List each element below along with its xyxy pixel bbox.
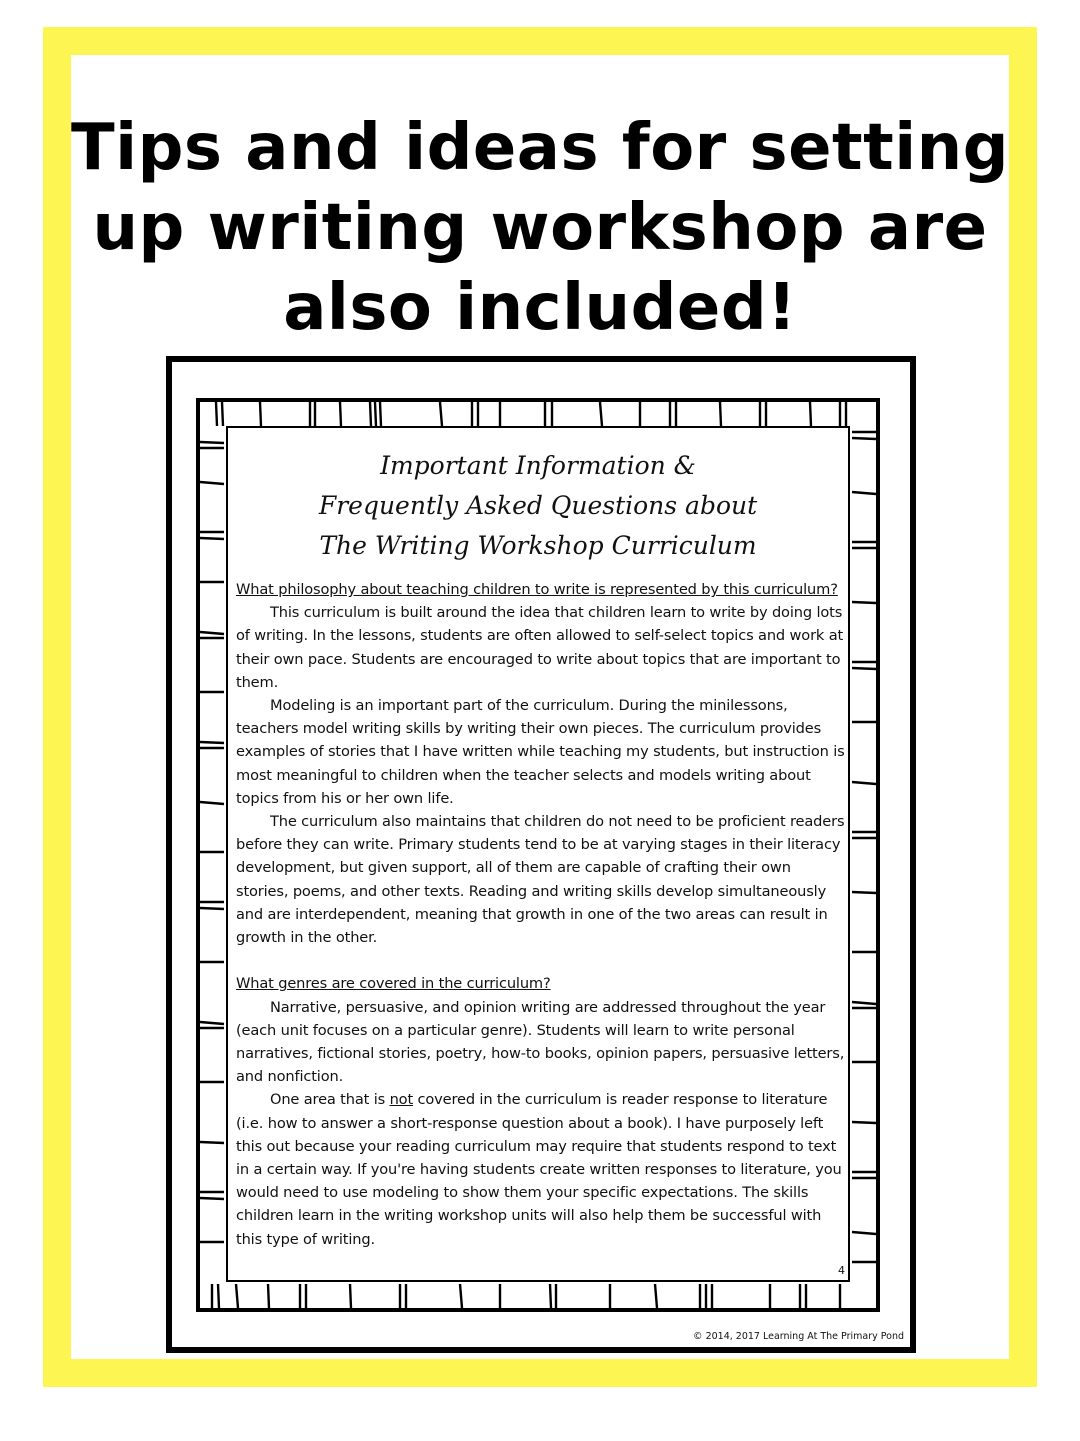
text-run: One area that is: [270, 1091, 390, 1109]
document-body: [236, 578, 846, 1251]
title-line: The Writing Workshop Curriculum: [319, 531, 757, 560]
emphasis-not: not: [389, 1091, 414, 1109]
section-gap: [236, 949, 846, 972]
faq-paragraph: Narrative, persuasive, and opinion writing are addressed throughout the year (each unit focuses on a particular genre). Students will learn to write personal narratives, fictional stories, poetry, how-to books, opinion papers, persuasive letters, and nonfiction.: [236, 998, 845, 1086]
headline-line: Tips and ideas for setting: [71, 111, 1009, 185]
faq-question: What genres are covered in the curriculum?: [236, 975, 551, 993]
headline: [70, 108, 1010, 348]
faq-paragraph: Modeling is an important part of the curriculum. During the minilessons, teachers model writing skills by writing their own pieces. The curriculum provides examples of stories that I have written while teaching my students, but instruction is most meaningful to children when the teacher selects and models writing about topics from his or her own life.: [236, 697, 845, 807]
faq-paragraph: The curriculum also maintains that children do not need to be proficient readers before they can write. Primary students tend to be at varying stages in their literacy development, but given support, all of them are capable of crafting their own stories, poems, and other texts. Reading and writing skills develop simultaneously and are interdependent, meaning that growth in one of the two areas can result in growth in the other.: [236, 813, 845, 947]
faq-paragraph: This curriculum is built around the idea that children learn to write by doing lots of writing. In the lessons, students are often allowed to self-select topics and work at their own pace. Students are encouraged to write about topics that are important to them.: [236, 604, 844, 691]
copyright-notice: © 2014, 2017 Learning At The Primary Pond: [693, 1331, 904, 1342]
faq-question: What philosophy about teaching children to write is represented by this curriculum?: [236, 581, 838, 598]
page-number: 4: [838, 1264, 845, 1277]
title-line: Frequently Asked Questions about: [318, 491, 758, 520]
document-title: [226, 446, 850, 566]
headline-line: also included!: [283, 271, 797, 345]
headline-line: up writing workshop are: [92, 191, 988, 265]
text-run: covered in the curriculum is reader response to literature (i.e. how to answer a short-response question about a book). I have purposely left this out because your reading curriculum may require that students respond to text in a certain way. If you're having students create written responses to literature, you would need to use modeling to show them your specific expectations. The skills children learn in the writing workshop units will also help them be successful with this type of writing.: [236, 1091, 842, 1248]
title-line: Important Information &: [380, 451, 696, 480]
faq-paragraph: [236, 1088, 846, 1250]
